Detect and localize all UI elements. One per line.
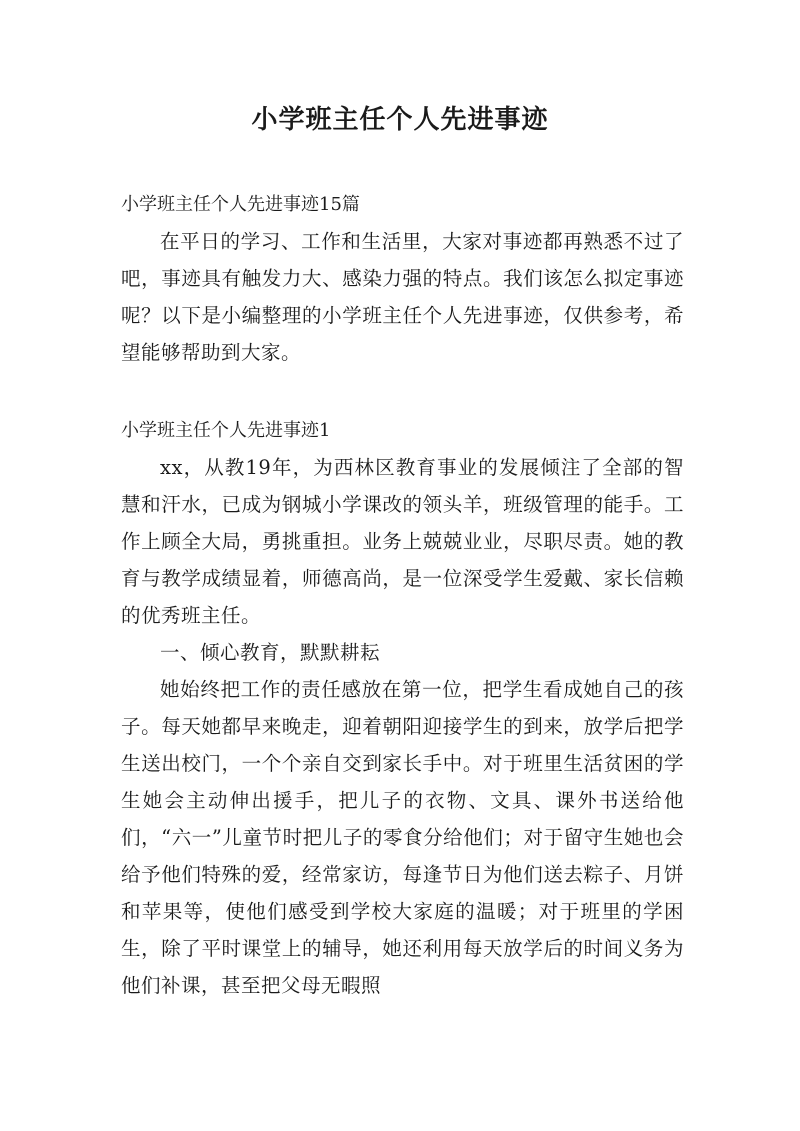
body-paragraph: 她始终把工作的责任感放在第一位，把学生看成她自己的孩子。每天她都早来晚走，迎着朝阳迎接学生的到来，放学后把学生送出校门，一个个亲自交到家长手中。对于班里生活贫困的学生她会主动伸出援手，把儿子的衣物、文具、课外书送给他们，“六一”儿童节时把儿子的零食分给他们；对于留守生她也会给予他们特殊的爱，经常家访，每逢节日为他们送去粽子、月饼和苹果等，使他们感受到学校大家庭的温暖；对于班里的学困生，除了平时课堂上的辅导，她还利用每天放学后的时间义务为他们补课，甚至把父母无暇照 bbox=[121, 678, 684, 997]
document-body bbox=[121, 186, 684, 1004]
document-subtitle: 小学班主任个人先进事迹15篇 bbox=[121, 194, 360, 215]
body-paragraph: xx，从教19年，为西林区教育事业的发展倾注了全部的智慧和汗水，已成为钢城小学课改的领头羊，班级管理的能手。工作上顾全大局，勇挑重担。业务上兢兢业业，尽职尽责。她的教育与教学成绩显着，师德高尚，是一位深受学生爱戴、家长信赖的优秀班主任。 bbox=[121, 456, 684, 627]
document-title: 小学班主任个人先进事迹 bbox=[251, 105, 549, 135]
section-heading: 小学班主任个人先进事迹1 bbox=[121, 420, 331, 441]
blank-line bbox=[121, 371, 684, 408]
intro-paragraph: 在平日的学习、工作和生活里，大家对事迹都再熟悉不过了吧，事迹具有触发力大、感染力强的特点。我们该怎么拟定事迹呢？以下是小编整理的小学班主任个人先进事迹，仅供参考，希望能够帮助到大家。 bbox=[121, 230, 684, 364]
subheading: 一、倾心教育，默默耕耘 bbox=[160, 641, 381, 664]
